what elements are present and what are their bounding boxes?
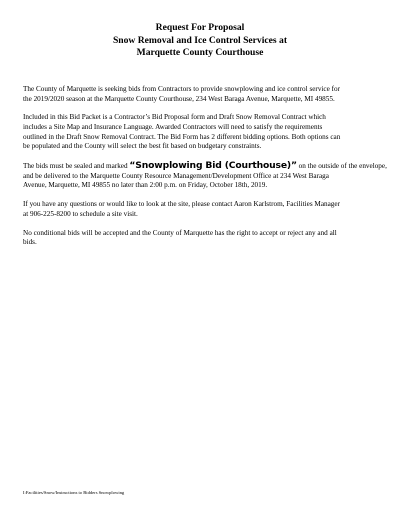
paragraph-line: includes a Site Map and Insurance Language. Awarded Contractors will need to satisfy the requirements	[23, 123, 323, 132]
title-line-2: Snow Removal and Ice Control Services at	[112, 34, 288, 46]
footer-file-path: I:Facilities/Snow/Instructions to Bidders Snowplowing	[23, 490, 125, 495]
paragraph-intro	[23, 85, 385, 104]
paragraph-bid-packet	[23, 113, 385, 151]
paragraph-line: bids.	[23, 238, 37, 247]
paragraph-line: Included in this Bid Packet is a Contractor’s Bid Proposal form and Draft Snow Removal Contract which	[23, 113, 326, 122]
paragraph-conditions	[23, 229, 385, 248]
paragraph-line: The County of Marquette is seeking bids from Contractors to provide snowplowing and ice control service for	[23, 85, 340, 93]
submission-text-post: on the outside of the envelope,	[296, 162, 387, 171]
paragraph-line: Avenue, Marquette, MI 49855 no later than 2:00 p.m. on Friday, October 18th, 2019.	[23, 181, 268, 190]
paragraph-contact	[23, 200, 385, 219]
title-line-3: Marquette County Courthouse	[136, 47, 264, 58]
title-line-1: Request For Proposal	[155, 22, 245, 33]
document-body	[23, 85, 385, 257]
paragraph-submission	[23, 161, 385, 191]
paragraph-line	[23, 161, 385, 172]
paragraph-line: the 2019/2020 season at the Marquette County Courthouse, 234 West Baraga Avenue, Marquette, MI 49855.	[23, 94, 335, 103]
submission-text-pre: The bids must be sealed and marked	[23, 162, 130, 171]
document-title	[20, 22, 380, 60]
paragraph-line: be populated and the County will select the best fit based on budgetary constraints.	[23, 142, 262, 151]
paragraph-line: If you have any questions or would like to look at the site, please contact Aaron Karlstrom, Facilities Manager	[23, 200, 340, 209]
paragraph-line: at 906-225-8200 to schedule a site visit.	[23, 209, 138, 218]
paragraph-line: outlined in the Draft Snow Removal Contract. The Bid Form has 2 different bidding options. Both options can	[23, 132, 341, 141]
paragraph-line: and be delivered to the Marquette County Resource Management/Development Office at 234 West Baraga	[23, 171, 329, 180]
bid-marking-label: “Snowplowing Bid (Courthouse)”	[129, 160, 297, 172]
paragraph-line: No conditional bids will be accepted and the County of Marquette has the right to accept or reject any and all	[23, 228, 337, 237]
